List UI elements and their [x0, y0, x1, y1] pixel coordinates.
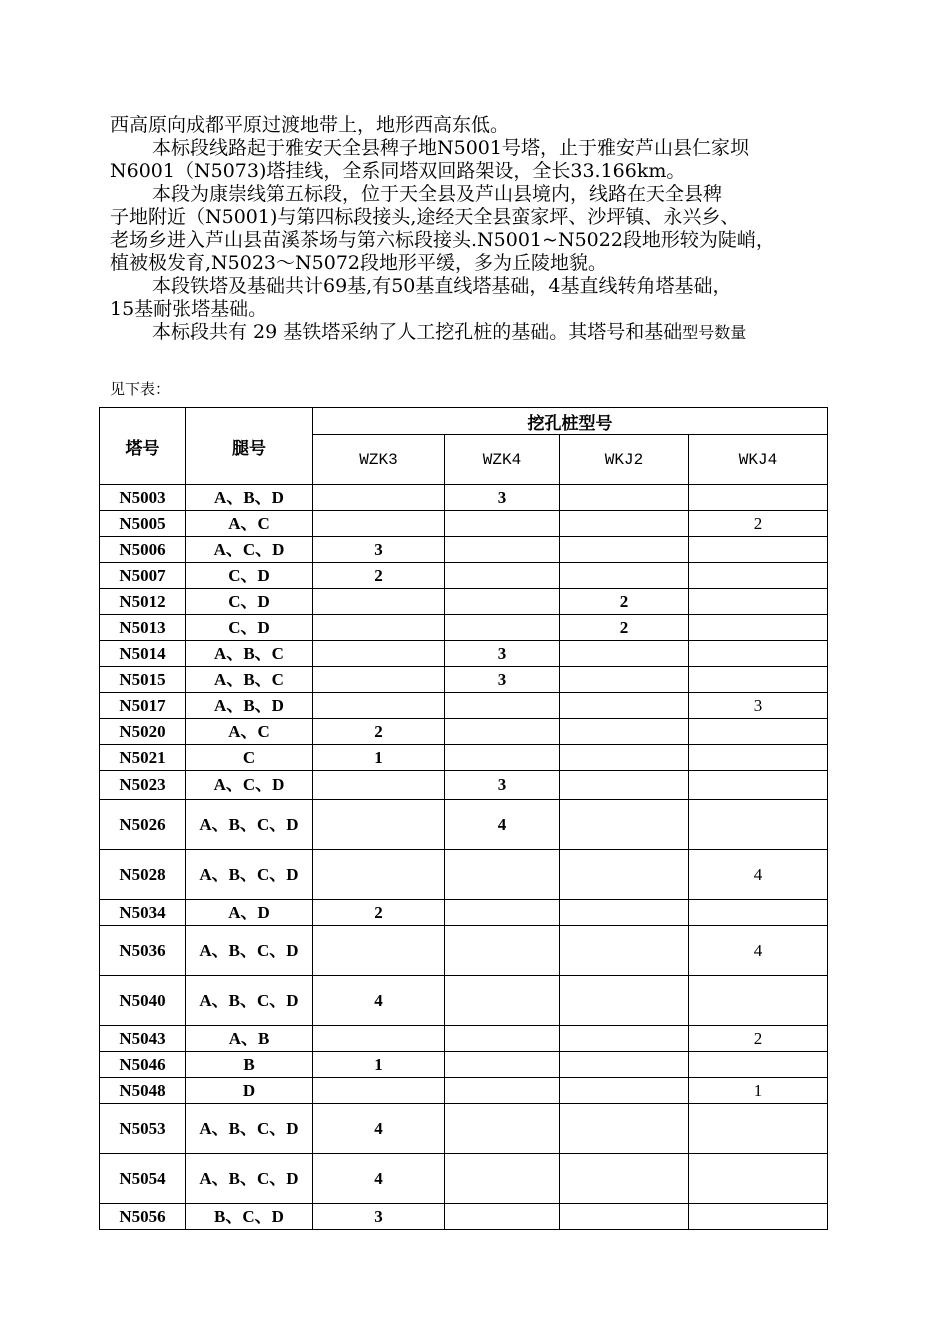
wkj2-cell: [560, 511, 689, 537]
wkj2-cell: [560, 850, 689, 900]
wzk4-cell: 3: [445, 667, 560, 693]
wkj2-cell: [560, 563, 689, 589]
tower-cell: N5006: [100, 537, 186, 563]
wkj2-cell: [560, 693, 689, 719]
wzk4-cell: [445, 537, 560, 563]
body-text: [110, 114, 870, 344]
leg-cell: A、B、C: [186, 667, 313, 693]
wkj2-cell: [560, 1078, 689, 1104]
paragraph-line: 本段为康崇线第五标段，位于天全县及芦山县境内，线路在天全县稗: [152, 183, 723, 205]
wzk3-cell: [313, 926, 445, 976]
wkj2-cell: [560, 926, 689, 976]
wkj2-cell: 2: [560, 615, 689, 641]
table-row: [100, 615, 828, 641]
wkj4-cell: [689, 719, 828, 745]
wkj2-cell: [560, 800, 689, 850]
leg-cell: A、B、C、D: [186, 926, 313, 976]
wzk4-cell: [445, 719, 560, 745]
table-row: [100, 976, 828, 1026]
table-row: [100, 641, 828, 667]
wzk3-cell: [313, 485, 445, 511]
wkj4-cell: [689, 641, 828, 667]
wzk4-cell: [445, 511, 560, 537]
wkj4-cell: [689, 900, 828, 926]
wzk4-cell: [445, 1204, 560, 1230]
wzk4-cell: 4: [445, 800, 560, 850]
wzk3-cell: [313, 1026, 445, 1052]
leg-cell: A、B、D: [186, 693, 313, 719]
wkj4-cell: [689, 745, 828, 771]
leg-cell: B: [186, 1052, 313, 1078]
table-row: [100, 485, 828, 511]
wzk3-cell: [313, 615, 445, 641]
wzk4-cell: 3: [445, 771, 560, 800]
wzk3-cell: 2: [313, 900, 445, 926]
wzk4-cell: [445, 1026, 560, 1052]
wzk4-cell: [445, 1104, 560, 1154]
leg-cell: A、B: [186, 1026, 313, 1052]
leg-cell: A、C: [186, 719, 313, 745]
paragraph-line: [110, 321, 870, 344]
table-row: [100, 667, 828, 693]
wzk4-cell: [445, 976, 560, 1026]
wkj4-cell: [689, 1052, 828, 1078]
wkj4-cell: [689, 485, 828, 511]
wkj2-cell: [560, 1104, 689, 1154]
paragraph-line: 本标段线路起于雅安天全县稗子地N5001号塔，止于雅安芦山县仁家坝: [152, 137, 749, 159]
leg-cell: A、B、C、D: [186, 1104, 313, 1154]
wkj2-cell: [560, 1154, 689, 1204]
table-row: [100, 1026, 828, 1052]
tower-cell: N5043: [100, 1026, 186, 1052]
wzk3-cell: [313, 771, 445, 800]
table-row: [100, 537, 828, 563]
wkj2-cell: [560, 641, 689, 667]
table-row: [100, 719, 828, 745]
wkj4-cell: [689, 976, 828, 1026]
tower-cell: N5015: [100, 667, 186, 693]
paragraph-tail: 型号数量: [682, 323, 747, 342]
wzk3-cell: [313, 511, 445, 537]
leg-cell: A、C、D: [186, 537, 313, 563]
wzk3-cell: [313, 667, 445, 693]
wkj4-cell: [689, 771, 828, 800]
wzk4-cell: 3: [445, 641, 560, 667]
table-row: [100, 1104, 828, 1154]
tower-cell: N5026: [100, 800, 186, 850]
wkj4-cell: 2: [689, 511, 828, 537]
wkj4-cell: 4: [689, 850, 828, 900]
paragraph-line: 植被极发育,N5023～N5072段地形平缓，多为丘陵地貌。: [110, 252, 607, 274]
wzk3-cell: [313, 693, 445, 719]
leg-cell: A、B、C、D: [186, 1154, 313, 1204]
table-row: [100, 1052, 828, 1078]
table-row: [100, 1204, 828, 1230]
wzk3-cell: [313, 800, 445, 850]
wkj2-cell: [560, 745, 689, 771]
table-row: [100, 511, 828, 537]
tower-cell: N5040: [100, 976, 186, 1026]
table-row: [100, 771, 828, 800]
wkj4-cell: [689, 667, 828, 693]
wzk3-cell: 1: [313, 745, 445, 771]
tower-cell: N5017: [100, 693, 186, 719]
wzk3-cell: [313, 589, 445, 615]
wzk3-cell: 4: [313, 1154, 445, 1204]
paragraph-line: 老场乡进入芦山县苗溪茶场与第六标段接头.N5001~N5022段地形较为陡峭，: [110, 229, 775, 251]
wzk3-cell: 2: [313, 563, 445, 589]
wkj2-cell: [560, 537, 689, 563]
type-header-wzk3: WZK3: [313, 435, 445, 485]
leg-header: 腿号: [186, 408, 313, 485]
wzk4-cell: [445, 589, 560, 615]
pile-type-group-header: 挖孔桩型号: [313, 408, 828, 435]
leg-cell: D: [186, 1078, 313, 1104]
table-row: [100, 1078, 828, 1104]
tower-cell: N5054: [100, 1154, 186, 1204]
table-row: [100, 926, 828, 976]
wzk4-cell: [445, 1078, 560, 1104]
tower-cell: N5007: [100, 563, 186, 589]
wzk4-cell: [445, 900, 560, 926]
wkj2-cell: [560, 976, 689, 1026]
leg-cell: A、C: [186, 511, 313, 537]
wzk3-cell: [313, 1078, 445, 1104]
wkj2-cell: [560, 771, 689, 800]
type-header-wzk4: WZK4: [445, 435, 560, 485]
wzk3-cell: [313, 850, 445, 900]
wzk4-cell: [445, 563, 560, 589]
wkj4-cell: [689, 537, 828, 563]
leg-cell: A、C、D: [186, 771, 313, 800]
wkj4-cell: [689, 1204, 828, 1230]
wkj2-cell: [560, 719, 689, 745]
tower-header: 塔号: [100, 408, 186, 485]
wzk4-cell: [445, 1052, 560, 1078]
leg-cell: C: [186, 745, 313, 771]
table-row: [100, 1154, 828, 1204]
leg-cell: A、B、C、D: [186, 850, 313, 900]
table-row: [100, 563, 828, 589]
wzk4-cell: [445, 926, 560, 976]
wzk3-cell: 4: [313, 976, 445, 1026]
tower-cell: N5048: [100, 1078, 186, 1104]
paragraph-line: N6001（N5073)塔挂线，全系同塔双回路架设，全长33.166km。: [110, 160, 686, 182]
paragraph-line: 15基耐张塔基础。: [110, 298, 268, 320]
type-header-wkj4: WKJ4: [689, 435, 828, 485]
leg-cell: A、B、D: [186, 485, 313, 511]
tower-cell: N5013: [100, 615, 186, 641]
wzk4-cell: 3: [445, 485, 560, 511]
tower-cell: N5021: [100, 745, 186, 771]
leg-cell: A、B、C: [186, 641, 313, 667]
table-row: [100, 589, 828, 615]
wzk3-cell: 4: [313, 1104, 445, 1154]
tower-cell: N5005: [100, 511, 186, 537]
wkj4-cell: [689, 1154, 828, 1204]
paragraph-line: 西高原向成都平原过渡地带上，地形西高东低。: [110, 114, 510, 136]
wzk3-cell: 3: [313, 537, 445, 563]
tower-cell: N5014: [100, 641, 186, 667]
wzk4-cell: [445, 693, 560, 719]
tower-cell: N5056: [100, 1204, 186, 1230]
table-row: [100, 693, 828, 719]
wzk4-cell: [445, 745, 560, 771]
leg-cell: A、D: [186, 900, 313, 926]
wkj2-cell: [560, 485, 689, 511]
wzk4-cell: [445, 615, 560, 641]
wkj4-cell: [689, 1104, 828, 1154]
tower-cell: N5003: [100, 485, 186, 511]
wkj2-cell: [560, 667, 689, 693]
leg-cell: A、B、C、D: [186, 800, 313, 850]
see-table-note: 见下表：: [110, 380, 171, 398]
wzk4-cell: [445, 850, 560, 900]
leg-cell: B、C、D: [186, 1204, 313, 1230]
leg-cell: C、D: [186, 563, 313, 589]
leg-cell: C、D: [186, 589, 313, 615]
wzk3-cell: 3: [313, 1204, 445, 1230]
paragraph-text: 本标段共有 29 基铁塔采纳了人工挖孔桩的基础。其塔号和基础: [152, 321, 683, 343]
table-row: [100, 745, 828, 771]
paragraph-line: 子地附近（N5001)与第四标段接头,途经天全县蛮家坪、沙坪镇、永兴乡、: [110, 206, 740, 228]
wzk3-cell: 1: [313, 1052, 445, 1078]
wkj4-cell: [689, 589, 828, 615]
tower-cell: N5036: [100, 926, 186, 976]
wkj4-cell: 4: [689, 926, 828, 976]
wkj2-cell: [560, 900, 689, 926]
wkj2-cell: [560, 1026, 689, 1052]
wzk3-cell: [313, 641, 445, 667]
table-row: [100, 850, 828, 900]
wkj2-cell: 2: [560, 589, 689, 615]
wzk3-cell: 2: [313, 719, 445, 745]
table-row: [100, 900, 828, 926]
wkj2-cell: [560, 1052, 689, 1078]
leg-cell: A、B、C、D: [186, 976, 313, 1026]
paragraph-line: 本段铁塔及基础共计69基,有50基直线塔基础，4基直线转角塔基础，: [152, 275, 732, 297]
wkj4-cell: 1: [689, 1078, 828, 1104]
wkj4-cell: [689, 615, 828, 641]
wkj4-cell: 3: [689, 693, 828, 719]
pile-foundation-table: [99, 407, 828, 1230]
leg-cell: C、D: [186, 615, 313, 641]
wkj4-cell: 2: [689, 1026, 828, 1052]
tower-cell: N5020: [100, 719, 186, 745]
wkj4-cell: [689, 563, 828, 589]
tower-cell: N5046: [100, 1052, 186, 1078]
table-row: [100, 800, 828, 850]
tower-cell: N5028: [100, 850, 186, 900]
tower-cell: N5034: [100, 900, 186, 926]
tower-cell: N5053: [100, 1104, 186, 1154]
wkj4-cell: [689, 800, 828, 850]
type-header-wkj2: WKJ2: [560, 435, 689, 485]
tower-cell: N5023: [100, 771, 186, 800]
tower-cell: N5012: [100, 589, 186, 615]
wkj2-cell: [560, 1204, 689, 1230]
wzk4-cell: [445, 1154, 560, 1204]
